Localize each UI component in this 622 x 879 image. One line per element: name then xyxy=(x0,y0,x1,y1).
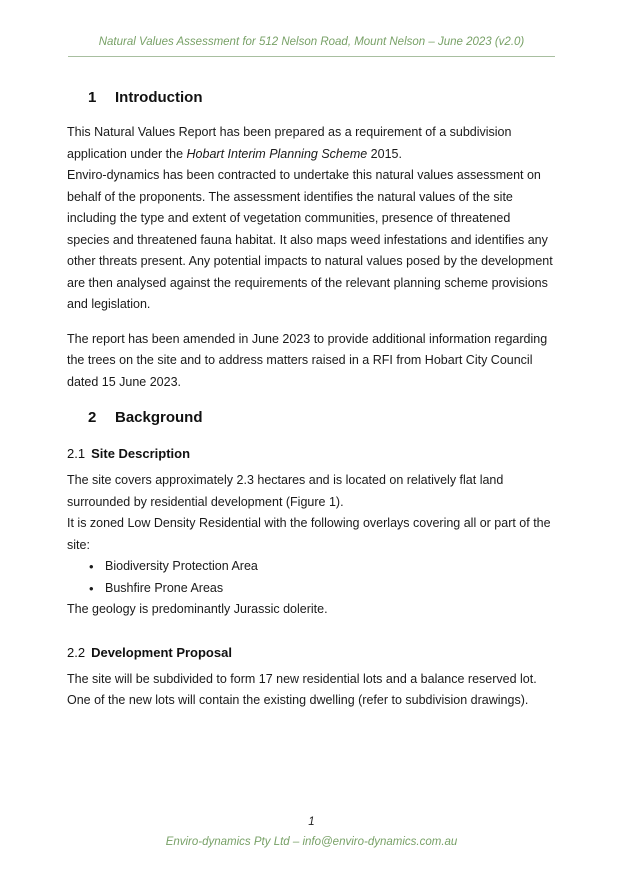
page-number: 1 xyxy=(308,816,315,828)
subheading-title: Site Description xyxy=(91,446,191,461)
subheading-number: 2.2 xyxy=(67,644,86,660)
paragraph-intro-2: Enviro-dynamics has been contracted to undertake this natural values assessment on behalf of the proponents. The assessment identifies the natural values of the site including the type and extent of vegetation communities, presence of threatened species and threatened fauna habitat. It also maps weed infestations and identifies any other threats present. Any potential impacts to natural values posed by the development are then analysed against the requirements of the relevant planning scheme provisions and legislation. xyxy=(67,168,553,311)
heading-number: 1 xyxy=(88,89,97,106)
paragraph-site-1: The site covers approximately 2.3 hectares and is located on relatively flat land surrounded by residential development (Figure 1). xyxy=(67,473,504,509)
paragraph-intro-3: The report has been amended in June 2023 to provide additional information regarding the trees on the site and to address matters raised in a RFI from Hobart City Council dated 15 June 2023. xyxy=(67,331,548,389)
list-item: • Biodiversity Protection Area xyxy=(67,556,556,578)
paragraph-site-3: The geology is predominantly Jurassic dolerite. xyxy=(67,602,328,616)
document-body xyxy=(67,88,556,712)
subsection-heading-development-proposal xyxy=(67,644,556,662)
header-title: Natural Values Assessment for 512 Nelson Road, Mount Nelson – June 2023 (v2.0) xyxy=(98,36,525,48)
section-heading-background xyxy=(88,408,556,428)
document-footer xyxy=(67,813,556,851)
paragraph-text: This Natural Values Report has been prepared as a requirement of a subdivision application under the xyxy=(67,125,512,161)
subheading-title: Development Proposal xyxy=(91,644,232,660)
heading-title: Background xyxy=(115,409,203,426)
heading-title: Introduction xyxy=(115,89,203,106)
paragraph-site-2: It is zoned Low Density Residential with the following overlays covering all or part of the site: xyxy=(67,516,551,552)
planning-scheme-italic: Hobart Interim Planning Scheme xyxy=(186,146,368,161)
document-header xyxy=(68,34,555,57)
list-item: • Bushfire Prone Areas xyxy=(67,578,556,600)
paragraph-text: 2015. xyxy=(367,146,402,161)
overlay-bullet-list xyxy=(67,556,556,599)
heading-number: 2 xyxy=(88,409,97,426)
paragraph-development-1: The site will be subdivided to form 17 new residential lots and a balance reserved lot. One of the new lots will contain the existing dwelling (refer to subdivision drawings). xyxy=(67,671,537,707)
section-heading-introduction xyxy=(88,88,556,108)
subheading-number: 2.1 xyxy=(67,446,86,461)
paragraph-intro-1 xyxy=(67,122,556,165)
footer-company-line: Enviro-dynamics Pty Ltd – info@enviro-dynamics.com.au xyxy=(165,836,458,848)
subsection-heading-site-description xyxy=(67,445,556,463)
